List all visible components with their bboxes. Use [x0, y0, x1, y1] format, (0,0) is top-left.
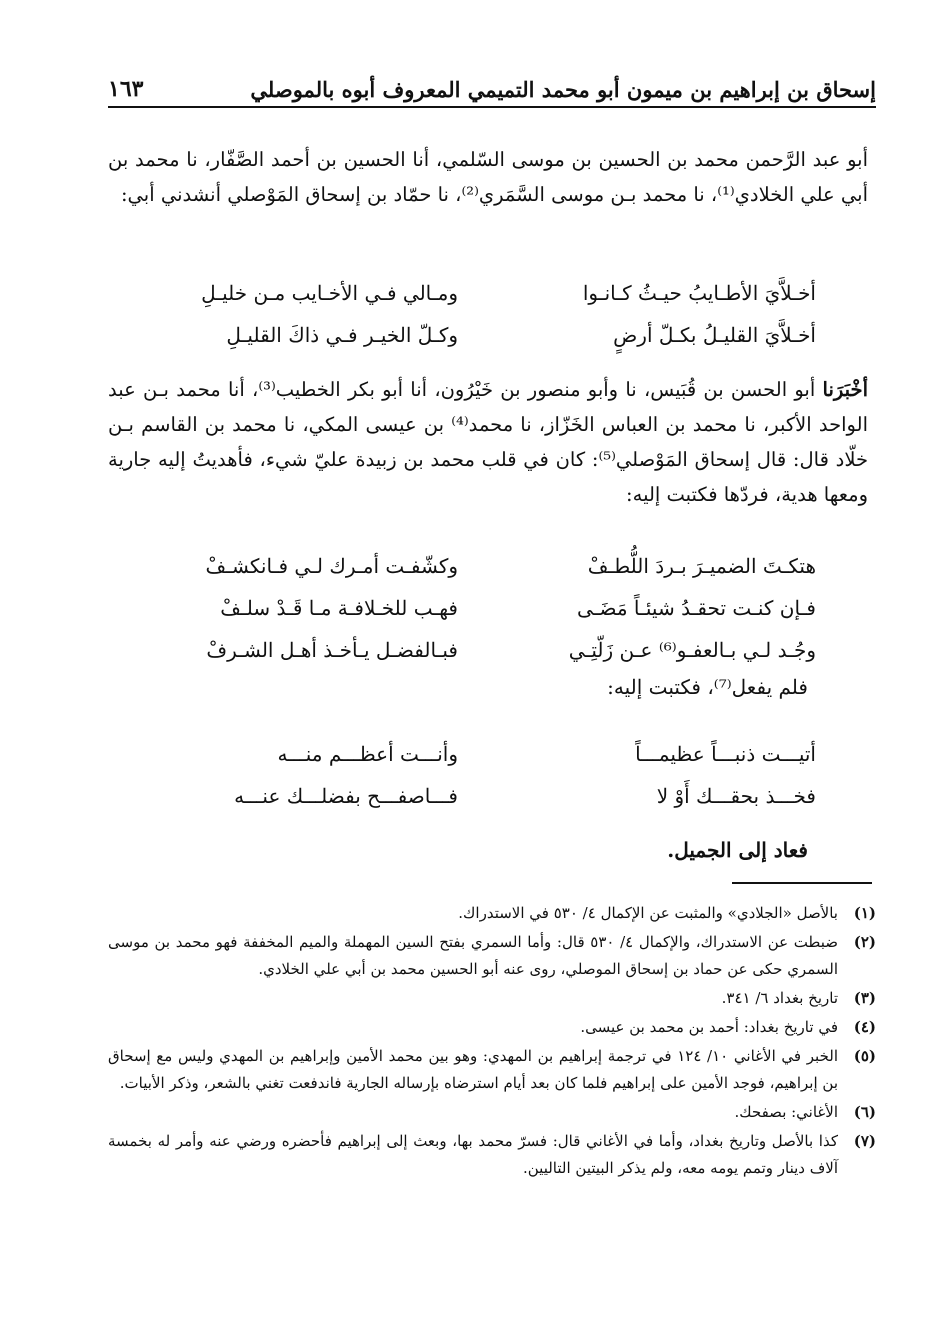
footnote-text: تاريخ بغداد ٦/ ٣٤١. — [721, 989, 838, 1007]
footnote-number: (٣) — [853, 989, 876, 1007]
footnote-text: الأغاني: بصفحك. — [734, 1103, 838, 1121]
closing-line: فعاد إلى الجميل. — [667, 838, 808, 862]
page-header — [108, 68, 876, 108]
footnote-text: الخبر في الأغاني ١٠/ ١٢٤ في ترجمة إبراهيم بن المهدي: وهو بين محمد الأمين وإبراهيم بن المهدي وليس مع إسحاق بن إبراهيم، فوجد الأمين على إبراهيم فلما كان بعد أيام استرضاه بإرساله الجارية فاندفعت تغني بالشعر، وذكر الأبيات. — [108, 1047, 839, 1092]
verse-group-1 — [108, 272, 876, 356]
verse-second-hemistich: فهـب للخـلافـة مـا قَـدْ سلـفْ — [220, 596, 458, 620]
running-title: إسحاق بن إبراهيم بن ميمون أبو محمد التميمي المعروف أبوه بالموصلي — [250, 77, 876, 102]
verse-group-3 — [108, 733, 876, 817]
footnote — [108, 1043, 876, 1097]
verse-first-hemistich: وجُـد لـي بـالعفـو⁽⁶⁾ عـن زَلّتِـي — [568, 638, 816, 662]
footnote-number: (٥) — [853, 1047, 876, 1065]
narration-line: فلم يفعل⁽⁷⁾، فكتبت إليه: — [607, 675, 808, 699]
verse-line — [108, 629, 876, 671]
page-number: ١٦٣ — [108, 76, 144, 102]
footnote-text: كذا بالأصل وتاريخ بغداد، وأما في الأغاني قال: فسرّ محمد بها، وبعث إلى إبراهيم فأحضره ورضي عنه وأمر له بخمسة آلاف دينار وتمم يومه معه، ولم يذكر البيتين التاليين. — [108, 1132, 838, 1177]
paragraph-body: أبو الحسن بن قُبَيس، نا وأبو منصور بن خَيْرُون، أنا أبو بكر الخطيب⁽³⁾، أنا محمد بـن عبد الواحد الأكبر، نا محمد بن العباس الخَزّاز، نا محمد⁽⁴⁾ بن عيسى المكي، نا محمد بن القاسم بـن خلّاد قال: قال إسحاق المَوْصلي⁽⁵⁾: كان في قلب محمد بن زبيدة عليّ شيء، فأهديتُ إليه جارية ومعها هدية، فردّها فكتبت إليه: — [108, 378, 869, 506]
paragraph-1 — [108, 142, 868, 212]
footnote-text: ضبطت عن الاستدراك، والإكمال ٤/ ٥٣٠ قال: وأما السمري بفتح السين المهملة والميم المخففة فهو محمد بن موسى السمري حكى عن حماد بن إسحاق الموصلي، روى عنه أبو الحسين محمد بن أبي علي الخلادي. — [108, 933, 839, 978]
verse-second-hemistich: فبـالفضـل يـأخـذ أهـل الشـرفْ — [206, 638, 458, 662]
paragraph-lead-word: أخْبَرَنا — [822, 378, 868, 401]
footnote — [108, 985, 876, 1012]
verse-second-hemistich: وكـلّ الخيـر فـي ذاكَ القليـلِ — [226, 323, 458, 347]
verse-second-hemistich: فـــاصفـــح بفضلـــك عنـــه — [234, 784, 458, 808]
footnote-text: بالأصل «الجلادي» والمثبت عن الإكمال ٤/ ٥٣٠ في الاستدراك. — [458, 904, 838, 922]
footnote — [108, 1014, 876, 1041]
footnote-number: (١) — [853, 904, 876, 922]
verse-line — [108, 775, 876, 817]
verse-line — [108, 733, 876, 775]
footnote-text: في تاريخ بغداد: أحمد بن محمد بن عيسى. — [580, 1018, 838, 1036]
verse-first-hemistich: فخـــذ بحقـــك أَوْ لا — [656, 784, 816, 808]
verse-line — [108, 314, 876, 356]
verse-first-hemistich: أتيـــت ذنبـــاً عظيمـــاً — [635, 742, 816, 766]
footnote — [108, 1128, 876, 1182]
paragraph-text — [108, 372, 868, 512]
verse-first-hemistich: أخـلاَّيَ الأطـايبُ حيـثُ كـانـوا — [582, 281, 816, 305]
verse-first-hemistich: هتكـتَ الضميـرَ بـردَ اللُّطـفْ — [587, 554, 816, 578]
footnote — [108, 900, 876, 927]
verse-first-hemistich: فـإن كنـت تحقـدُ شيئـاً مَضَـى — [576, 596, 816, 620]
paragraph-text: أبو عبد الرَّحمن محمد بن الحسين بن موسى السّلمي، أنا الحسين بن أحمد الصَّفّار، نا محمد بن أبي علي الخلادي⁽¹⁾، نا محمد بـن موسى السَّمَري⁽²⁾، نا حمّاد بن إسحاق المَوْصلي أنشدني أبي: — [108, 148, 868, 206]
footnotes — [108, 900, 876, 1184]
footnote-number: (٤) — [853, 1018, 876, 1036]
verse-second-hemistich: وأنـــت أعظـــم منـــه — [277, 742, 458, 766]
verse-second-hemistich: وكشّفـت أمـرك لـي فـانكشـفْ — [205, 554, 458, 578]
footnote-number: (٦) — [853, 1103, 876, 1121]
footnote-divider — [732, 882, 872, 884]
verse-line — [108, 587, 876, 629]
verse-second-hemistich: ومـالي فـي الأخـايب مـن خليـلِ — [201, 281, 458, 305]
footnote — [108, 929, 876, 983]
verse-line — [108, 545, 876, 587]
footnote — [108, 1099, 876, 1126]
footnote-number: (٢) — [853, 933, 876, 951]
verse-group-2 — [108, 545, 876, 671]
verse-line — [108, 272, 876, 314]
footnote-number: (٧) — [853, 1132, 876, 1150]
paragraph-2 — [108, 372, 868, 512]
verse-first-hemistich: أخـلاَّيَ القليـلُ بكـلّ أرضٍ — [613, 323, 816, 347]
